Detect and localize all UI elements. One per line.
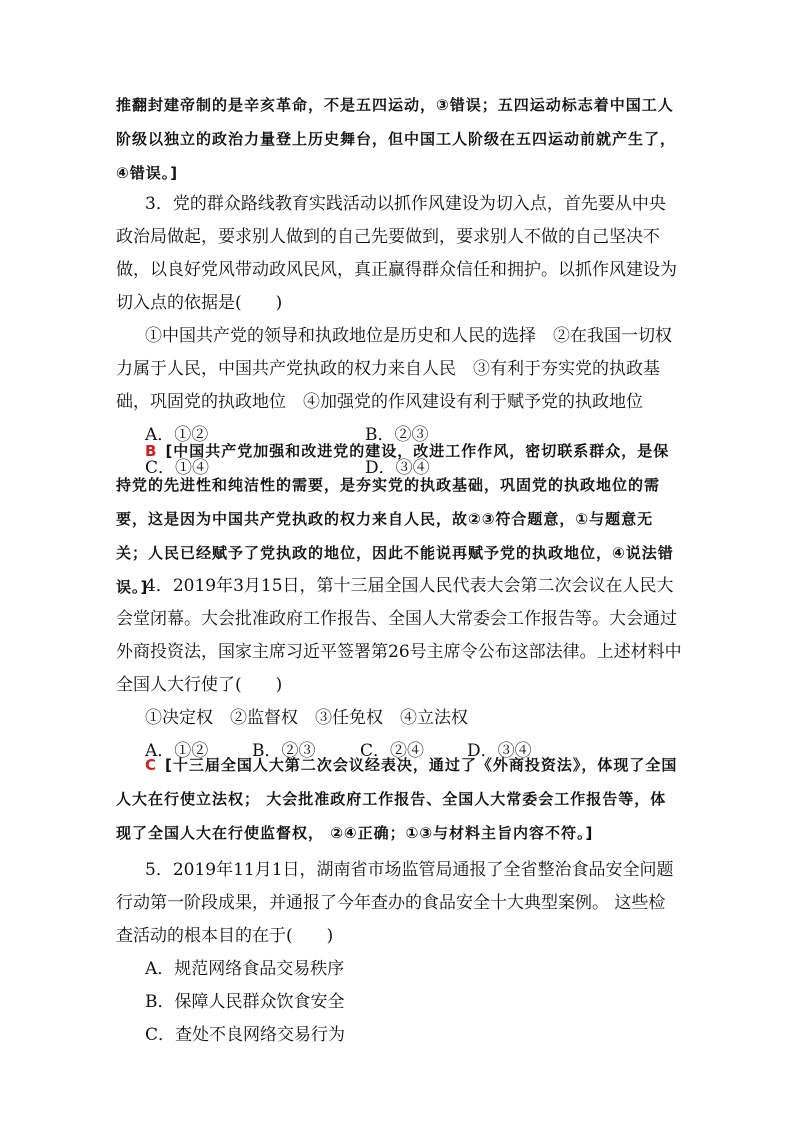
question-3-option-b[interactable]: B．②③ <box>365 425 429 445</box>
question-4-statements: ①决定权 ②监督权 ③任免权 ④立法权 <box>145 708 468 728</box>
question-3-option-c[interactable]: C．①④ <box>145 458 210 478</box>
question-4-answer: C <box>145 756 158 774</box>
question-4-option-b[interactable]: B．②③ <box>252 741 316 761</box>
question-4-explanation: [十三届全国人大第二次会议经表决，通过了《外商投资法》，体现了全国人大在行使立法权； 大会批准政府工作报告、全国人大常委会工作报告等，体现了全国人大在行使监督权， ②④正确；①③与材料主旨内容不符。] <box>116 756 678 842</box>
explanation-top <box>116 88 682 190</box>
question-5-option-a[interactable]: A．规范网络食品交易秩序 <box>145 959 345 979</box>
question-4-answer-block <box>116 748 682 850</box>
question-5 <box>116 854 682 1052</box>
explanation-top-text: 推翻封建帝制的是辛亥革命，不是五四运动，③错误；五四运动标志着中国工人阶级以独立的政治力量登上历史舞台，但中国工人阶级在五四运动前就产生了，④错误。] <box>116 96 677 182</box>
question-3-stem: 3．党的群众路线教育实践活动以抓作风建设为切入点，首先要从中央政治局做起，要求别人做到的自己先要做到，要求别人不做的自己坚决不做，以良好党风带动政风民风，真正赢得群众信任和拥护。以抓作风建设为切入点的依据是( ) <box>116 194 677 313</box>
question-3-statements: ①中国共产党的领导和执政地位是历史和人民的选择 ②在我国一切权力属于人民，中国共产党执政的权力来自人民 ③有利于夯实党的执政基础，巩固党的执政地位 ④加强党的作风建设有利于赋予党的执政地位 <box>116 326 672 412</box>
question-3-option-d[interactable]: D．③④ <box>365 458 430 478</box>
question-4-explanation-paragraph <box>116 748 682 850</box>
question-3-explanation: [中国共产党加强和改进党的建设，改进工作作风，密切联系群众，是保持党的先进性和纯洁性的需要，是夯实党的执政基础，巩固党的执政地位的需要，这是因为中国共产党执政的权力来自人民，故②③符合题意，①与题意无关；人民已经赋予了党执政的地位，因此不能说再赋予党的执政地位，④说法错误。] <box>116 442 674 596</box>
question-4-option-d[interactable]: D．③④ <box>467 741 532 761</box>
question-3-option-a[interactable]: A．①② <box>145 425 209 445</box>
question-5-stem: 5．2019年11月1日，湖南省市场监管局通报了全省整治食品安全问题行动第一阶段成果，并通报了今年查办的食品安全十大典型案例。 这些检查活动的根本目的在于( ) <box>116 860 674 946</box>
question-4-option-a[interactable]: A．①② <box>145 741 209 761</box>
question-3-answer: B <box>145 442 158 460</box>
question-5-option-c[interactable]: C．查处不良网络交易行为 <box>145 1025 346 1045</box>
question-4-option-c[interactable]: C．②④ <box>360 741 425 761</box>
question-5-option-b[interactable]: B．保障人民群众饮食安全 <box>145 992 345 1012</box>
question-4-stem: 4．2019年3月15日，第十三届全国人民代表大会第二次会议在人民大会堂闭幕。大会批准政府工作报告、全国人大常委会工作报告等。大会通过外商投资法，国家主席习近平签署第26号主席令公布这部法律。上述材料中全国人大行使了( ) <box>116 576 682 695</box>
question-4 <box>116 570 682 768</box>
